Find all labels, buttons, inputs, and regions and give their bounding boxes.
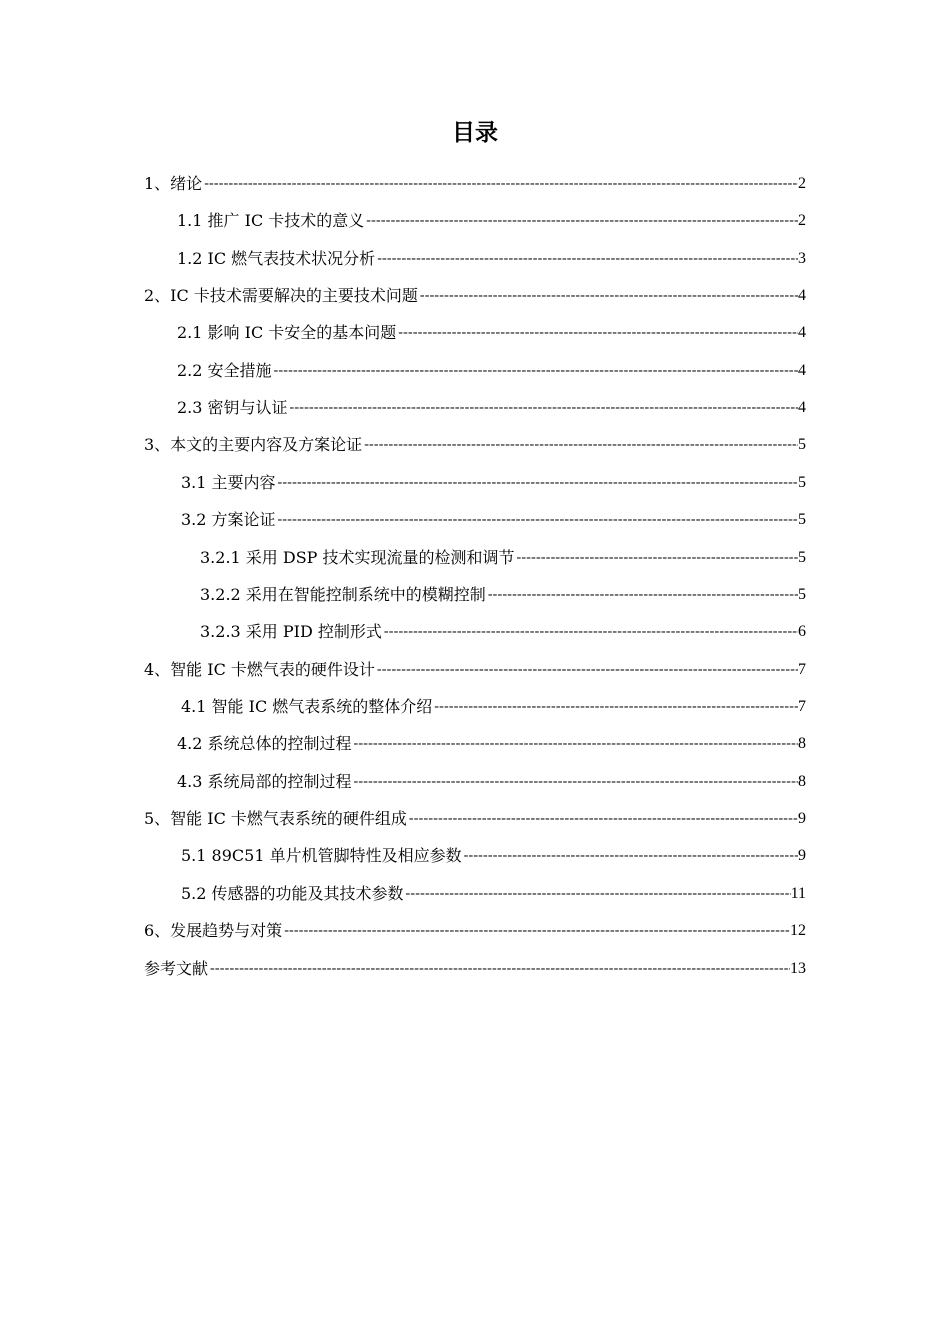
toc-entry-title: 参考文献 bbox=[144, 959, 209, 978]
toc-entry-page: 3 bbox=[798, 250, 806, 267]
toc-entry[interactable] bbox=[144, 917, 806, 941]
toc-leader-dots bbox=[486, 585, 798, 605]
toc-entry-page: 4 bbox=[798, 324, 806, 341]
toc-entry-page: 11 bbox=[790, 885, 806, 902]
toc-entry-title: 6、发展趋势与对策 bbox=[144, 921, 283, 940]
toc-entry-page: 5 bbox=[798, 474, 806, 491]
toc-entry-title: 3.2.3 采用 PID 控制形式 bbox=[200, 622, 382, 641]
toc-entry-title: 5、智能 IC 卡燃气表系统的硬件组成 bbox=[144, 809, 407, 828]
toc-entry[interactable] bbox=[200, 544, 806, 568]
toc-entry[interactable] bbox=[144, 170, 806, 194]
toc-leader-dots bbox=[375, 249, 798, 269]
toc-entry-page: 2 bbox=[798, 212, 806, 229]
toc-entry-page: 13 bbox=[790, 960, 806, 977]
toc-entry-page: 9 bbox=[798, 847, 806, 864]
toc-entry-page: 5 bbox=[798, 586, 806, 603]
toc-entry[interactable] bbox=[144, 282, 806, 306]
page-title: 目录 bbox=[452, 120, 498, 146]
toc-leader-dots bbox=[288, 398, 798, 418]
toc-leader-dots bbox=[404, 884, 791, 904]
toc-entry-page: 4 bbox=[798, 287, 806, 304]
toc-entry[interactable] bbox=[177, 768, 806, 792]
toc-leader-dots bbox=[272, 361, 798, 381]
toc-entry[interactable] bbox=[181, 506, 806, 530]
toc-leader-dots bbox=[352, 772, 798, 792]
toc-entry-title: 4.3 系统局部的控制过程 bbox=[177, 772, 352, 791]
toc-entry-page: 5 bbox=[798, 436, 806, 453]
toc-entry-page: 12 bbox=[790, 922, 806, 939]
toc-entry[interactable] bbox=[200, 618, 806, 642]
toc-entry[interactable] bbox=[177, 730, 806, 754]
toc-entry[interactable] bbox=[181, 842, 806, 866]
toc-entry[interactable] bbox=[181, 880, 806, 904]
toc-entry-page: 7 bbox=[798, 661, 806, 678]
toc-leader-dots bbox=[396, 323, 798, 343]
toc-entry-title: 3、本文的主要内容及方案论证 bbox=[144, 435, 363, 454]
toc-entry-page: 8 bbox=[798, 735, 806, 752]
toc-entry-title: 5.1 89C51 单片机管脚特性及相应参数 bbox=[181, 846, 462, 865]
toc-leader-dots bbox=[208, 959, 790, 979]
toc-entry-title: 2.1 影响 IC 卡安全的基本问题 bbox=[177, 323, 397, 342]
toc-leader-dots bbox=[432, 697, 798, 717]
toc-entry[interactable] bbox=[144, 656, 806, 680]
toc-leader-dots bbox=[375, 660, 798, 680]
toc-entry-title: 2、IC 卡技术需要解决的主要技术问题 bbox=[144, 286, 418, 305]
toc-entry[interactable] bbox=[200, 581, 806, 605]
toc-entry-title: 4.1 智能 IC 燃气表系统的整体介绍 bbox=[181, 697, 433, 716]
toc-entry-page: 8 bbox=[798, 773, 806, 790]
toc-leader-dots bbox=[407, 809, 798, 829]
toc-entry[interactable] bbox=[144, 805, 806, 829]
toc-entry-page: 4 bbox=[798, 362, 806, 379]
toc-entry[interactable] bbox=[144, 431, 806, 455]
toc-entry-title: 3.2 方案论证 bbox=[181, 510, 276, 529]
toc-entry-page: 2 bbox=[798, 175, 806, 192]
toc-leader-dots bbox=[462, 846, 798, 866]
toc-entry-page: 7 bbox=[798, 698, 806, 715]
toc-leader-dots bbox=[418, 286, 798, 306]
toc-entry-page: 9 bbox=[798, 810, 806, 827]
toc-entry-title: 1、绪论 bbox=[144, 174, 203, 193]
toc-leader-dots bbox=[362, 435, 798, 455]
toc-entry-page: 5 bbox=[798, 511, 806, 528]
toc-entry-title: 3.1 主要内容 bbox=[181, 473, 276, 492]
toc-leader-dots bbox=[364, 211, 798, 231]
toc-entry-title: 1.2 IC 燃气表技术状况分析 bbox=[177, 249, 376, 268]
toc-leader-dots bbox=[352, 734, 798, 754]
toc-entry[interactable] bbox=[181, 469, 806, 493]
toc-leader-dots bbox=[276, 510, 798, 530]
toc-leader-dots bbox=[382, 622, 798, 642]
toc-entry[interactable] bbox=[177, 207, 806, 231]
toc-leader-dots bbox=[515, 548, 798, 568]
toc-entry-title: 3.2.1 采用 DSP 技术实现流量的检测和调节 bbox=[200, 548, 515, 567]
toc-entry[interactable] bbox=[177, 394, 806, 418]
toc-leader-dots bbox=[282, 921, 790, 941]
toc-entry[interactable] bbox=[177, 319, 806, 343]
toc-entry-page: 4 bbox=[798, 399, 806, 416]
toc-entry-title: 1.1 推广 IC 卡技术的意义 bbox=[177, 211, 365, 230]
toc-entry[interactable] bbox=[177, 357, 806, 381]
toc-leader-dots bbox=[202, 174, 798, 194]
toc-entry-title: 2.2 安全措施 bbox=[177, 361, 272, 380]
toc-entry-title: 5.2 传感器的功能及其技术参数 bbox=[181, 884, 404, 903]
toc-entry-page: 6 bbox=[798, 623, 806, 640]
toc-entry[interactable] bbox=[181, 693, 806, 717]
toc-entry-title: 4.2 系统总体的控制过程 bbox=[177, 734, 352, 753]
toc-entry-title: 4、智能 IC 卡燃气表的硬件设计 bbox=[144, 660, 375, 679]
toc-entry-title: 3.2.2 采用在智能控制系统中的模糊控制 bbox=[200, 585, 486, 604]
toc-entry-page: 5 bbox=[798, 549, 806, 566]
toc-entry[interactable] bbox=[144, 955, 806, 979]
toc-leader-dots bbox=[276, 473, 798, 493]
toc-entry-title: 2.3 密钥与认证 bbox=[177, 398, 288, 417]
toc-entry[interactable] bbox=[177, 245, 806, 269]
